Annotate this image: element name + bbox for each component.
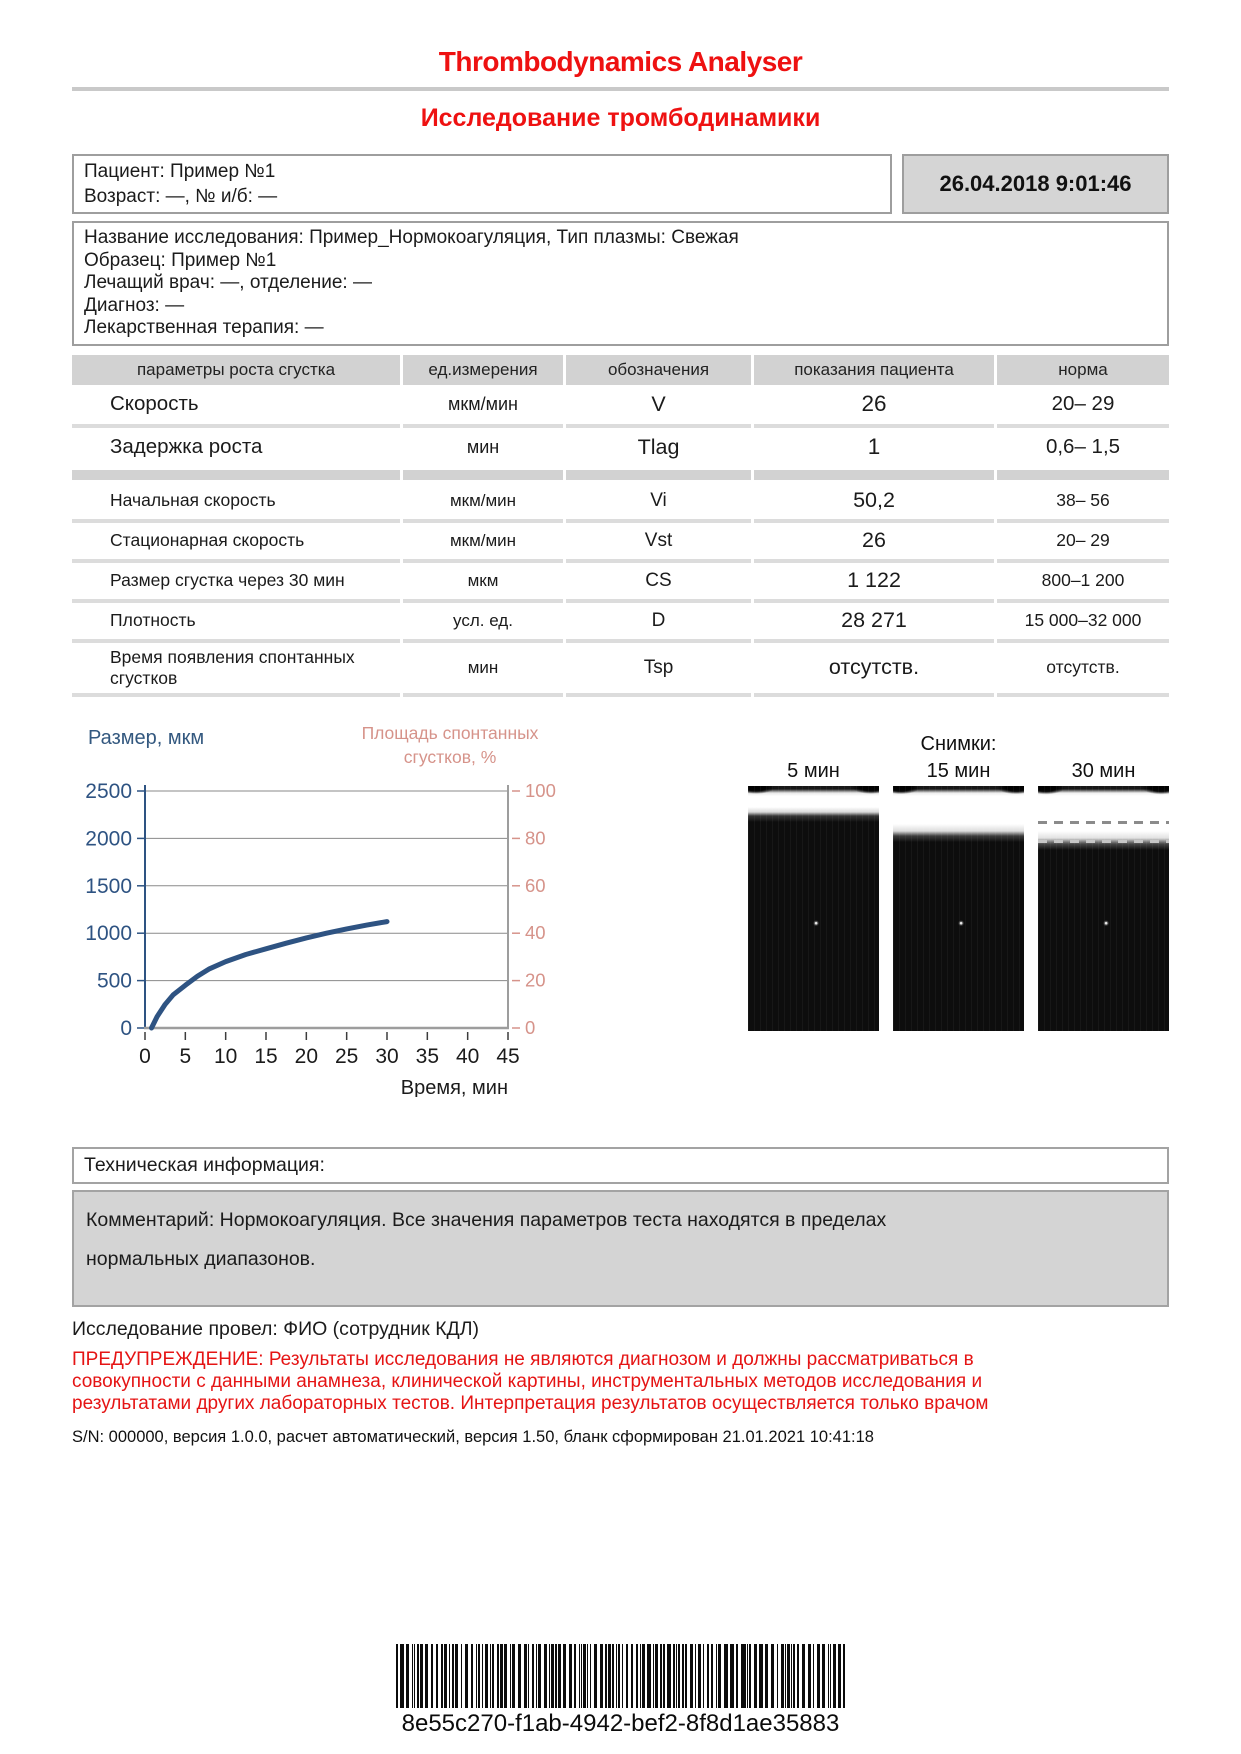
results-table	[72, 355, 1169, 697]
patient-info-box	[72, 154, 892, 214]
barcode	[0, 1644, 1241, 1708]
patient-value-cell: 1 122	[847, 568, 901, 592]
separator-cell	[72, 693, 400, 697]
right-tick-label: 0	[525, 1016, 536, 1038]
param-cell: Скорость	[110, 392, 199, 415]
separator-cell	[72, 424, 400, 428]
table-row	[72, 523, 1169, 559]
unit-cell: усл. ед.	[453, 610, 513, 630]
patient-value-cell: 26	[862, 528, 886, 552]
right-tick-label: 60	[525, 874, 546, 896]
report-title: Исследование тромбодинамики	[420, 104, 821, 132]
barcode-block	[0, 1644, 1241, 1738]
left-axis-title: Размер, мкм	[88, 726, 205, 749]
table-row	[72, 428, 1169, 467]
unit-cell: мкм	[467, 570, 499, 590]
table-row	[72, 643, 1169, 693]
barcode-bar	[843, 1644, 845, 1708]
symbol-cell: V	[651, 391, 666, 416]
norm-cell: 0,6– 1,5	[1045, 435, 1121, 458]
left-tick-label: 500	[96, 969, 132, 993]
separator-cell	[754, 470, 994, 480]
title-divider	[72, 87, 1169, 91]
snapshots-title: Снимки:	[920, 732, 997, 755]
growth-chart-svg	[72, 777, 558, 1097]
comment-box	[72, 1190, 1169, 1307]
param-cell: Плотность	[110, 610, 196, 630]
operator-line: Исследование провел: ФИО (сотрудник КДЛ)	[72, 1317, 480, 1340]
x-axis-title: Время, мин	[400, 1076, 508, 1097]
warning-text: ПРЕДУПРЕЖДЕНИЕ: Результаты исследования не являются диагнозом и должны рассматриваться в совокупности с данными анамнеза, клинической картины, инструментальных методов исследования и результатами других лабораторных тестов. Интерпретация результатов осуществляется только врачом	[72, 1348, 989, 1414]
row-separator	[72, 519, 1169, 523]
separator-cell	[403, 424, 563, 428]
table-row	[72, 385, 1169, 424]
column-header: обозначения	[566, 355, 751, 385]
row-separator	[72, 599, 1169, 603]
symbol-cell: Tsp	[643, 656, 674, 678]
column-header: ед.измерения	[403, 355, 563, 385]
separator-cell	[997, 559, 1169, 563]
right-tick-label: 80	[525, 826, 546, 848]
row-separator	[72, 559, 1169, 563]
norm-cell: 20– 29	[1056, 530, 1110, 550]
patient-value-cell: 28 271	[841, 608, 907, 632]
separator-cell	[403, 470, 563, 480]
clot-band	[748, 786, 879, 822]
separator-cell	[566, 639, 751, 643]
separator-cell	[754, 559, 994, 563]
separator-cell	[754, 639, 994, 643]
x-tick-label: 5	[179, 1044, 192, 1068]
patient-age-line: Возраст: —, № и/б: —	[84, 186, 278, 207]
right-tick-label: 100	[525, 779, 556, 801]
row-separator	[72, 693, 1169, 697]
separator-cell	[997, 639, 1169, 643]
right-axis-title: Площадь спонтанных сгустков, %	[361, 722, 539, 767]
x-tick-label: 10	[213, 1044, 238, 1068]
separator-cell	[754, 424, 994, 428]
clot-band	[893, 786, 1024, 842]
left-tick-label: 1500	[85, 874, 132, 898]
right-tick-label: 40	[525, 921, 546, 943]
snapshot-labels	[748, 760, 1169, 783]
snapshot-images	[748, 786, 1169, 1031]
unit-cell: мин	[467, 657, 499, 677]
row-separator	[72, 424, 1169, 428]
x-tick-label: 45	[496, 1044, 520, 1068]
serial-line: S/N: 000000, версия 1.0.0, расчет автоматический, версия 1.50, бланк сформирован 21.01.2021 10:41:18	[72, 1427, 874, 1446]
symbol-cell: Vst	[644, 529, 673, 551]
clot-snapshot-image	[893, 786, 1024, 1031]
separator-cell	[403, 599, 563, 603]
x-tick-label: 15	[254, 1044, 278, 1068]
separator-cell	[566, 559, 751, 563]
symbol-cell: Tlag	[637, 434, 680, 459]
separator-cell	[997, 424, 1169, 428]
norm-cell: 20– 29	[1051, 392, 1115, 415]
patient-value-cell: 50,2	[853, 488, 895, 512]
left-tick-label: 0	[120, 1016, 132, 1040]
tech-info-header: Техническая информация:	[72, 1147, 1169, 1184]
study-name-line: Название исследования: Пример_Нормокоагуляция, Тип плазмы: Свежая	[84, 227, 739, 248]
x-tick-label: 40	[455, 1044, 480, 1068]
separator-cell	[566, 424, 751, 428]
snapshot-label: 5 мин	[787, 759, 840, 782]
unit-cell: мкм/мин	[449, 530, 517, 550]
separator-cell	[997, 519, 1169, 523]
param-cell: Задержка роста	[110, 435, 263, 458]
left-tick-label: 2000	[85, 826, 132, 850]
patient-value-cell: отсутств.	[828, 655, 920, 679]
param-cell: Время появления спонтанных сгустков	[110, 646, 355, 688]
doctor-line: Лечащий врач: —, отделение: —	[84, 272, 372, 293]
separator-cell	[997, 693, 1169, 697]
therapy-line: Лекарственная терапия: —	[84, 317, 324, 338]
diagnosis-line: Диагноз: —	[84, 294, 185, 316]
right-tick-label: 20	[525, 969, 546, 991]
symbol-cell: Vi	[650, 489, 667, 511]
param-cell: Размер сгустка через 30 мин	[110, 570, 345, 590]
left-tick-label: 1000	[85, 921, 132, 945]
clot-boundary-dashed-line	[1038, 840, 1169, 843]
clot-snapshot-image	[1038, 786, 1169, 1031]
x-tick-label: 30	[375, 1044, 399, 1068]
table-header-row	[72, 355, 1169, 385]
separator-cell	[72, 639, 400, 643]
separator-cell	[566, 693, 751, 697]
x-tick-label: 25	[334, 1044, 359, 1068]
clot-snapshot-image	[748, 786, 879, 1031]
norm-cell: 15 000–32 000	[1024, 610, 1142, 630]
separator-cell	[754, 599, 994, 603]
separator-cell	[403, 639, 563, 643]
app-title: Thrombodynamics Analyser	[438, 46, 803, 77]
param-cell: Начальная скорость	[110, 490, 276, 510]
column-header: показания пациента	[754, 355, 994, 385]
clot-boundary-dashed-line	[1038, 821, 1169, 824]
separator-cell	[403, 559, 563, 563]
separator-cell	[997, 470, 1169, 480]
column-header: параметры роста сгустка	[72, 355, 400, 385]
separator-cell	[997, 599, 1169, 603]
snapshot-label: 30 мин	[1071, 759, 1136, 782]
symbol-cell: D	[651, 609, 666, 631]
comment-text: Комментарий: Нормокоагуляция. Все значения параметров теста находятся в пределах нормальных диапазонов.	[86, 1208, 887, 1270]
sample-line: Образец: Пример №1	[84, 249, 277, 271]
barcode-text: 8e55c270-f1ab-4942-bef2-8f8d1ae35883	[401, 1710, 840, 1737]
unit-cell: мкм/мин	[448, 393, 518, 414]
separator-cell	[72, 470, 400, 480]
patient-value-cell: 1	[867, 434, 881, 459]
snapshots-panel	[748, 733, 1169, 1031]
separator-cell	[72, 519, 400, 523]
patient-name-line: Пациент: Пример №1	[84, 161, 276, 182]
separator-cell	[403, 693, 563, 697]
study-datetime: 26.04.2018 9:01:46	[902, 154, 1169, 214]
separator-cell	[754, 519, 994, 523]
separator-cell	[566, 470, 751, 480]
growth-chart	[72, 722, 572, 1103]
separator-cell	[566, 519, 751, 523]
table-row	[72, 563, 1169, 599]
chart-and-snapshots-row	[72, 722, 1169, 1103]
x-tick-label: 35	[415, 1044, 440, 1068]
table-row	[72, 483, 1169, 519]
separator-cell	[566, 599, 751, 603]
separator-cell	[754, 693, 994, 697]
study-info-box	[72, 221, 1169, 346]
left-tick-label: 2500	[85, 779, 132, 803]
separator-cell	[72, 559, 400, 563]
row-separator	[72, 470, 1169, 480]
separator-cell	[403, 519, 563, 523]
param-cell: Стационарная скорость	[110, 530, 305, 550]
symbol-cell: CS	[645, 569, 672, 591]
patient-value-cell: 26	[861, 391, 887, 416]
x-tick-label: 20	[294, 1044, 319, 1068]
norm-cell: 38– 56	[1056, 490, 1110, 510]
row-separator	[72, 639, 1169, 643]
unit-cell: мин	[466, 436, 500, 457]
clot-growth-curve	[152, 921, 388, 1027]
separator-cell	[72, 599, 400, 603]
norm-cell: 800–1 200	[1041, 570, 1125, 590]
column-header: норма	[997, 355, 1169, 385]
norm-cell: отсутств.	[1046, 657, 1120, 677]
snapshot-label: 15 мин	[926, 759, 991, 782]
x-tick-label: 0	[139, 1044, 151, 1068]
identification-row	[72, 154, 1169, 214]
unit-cell: мкм/мин	[449, 490, 517, 510]
table-row	[72, 603, 1169, 639]
